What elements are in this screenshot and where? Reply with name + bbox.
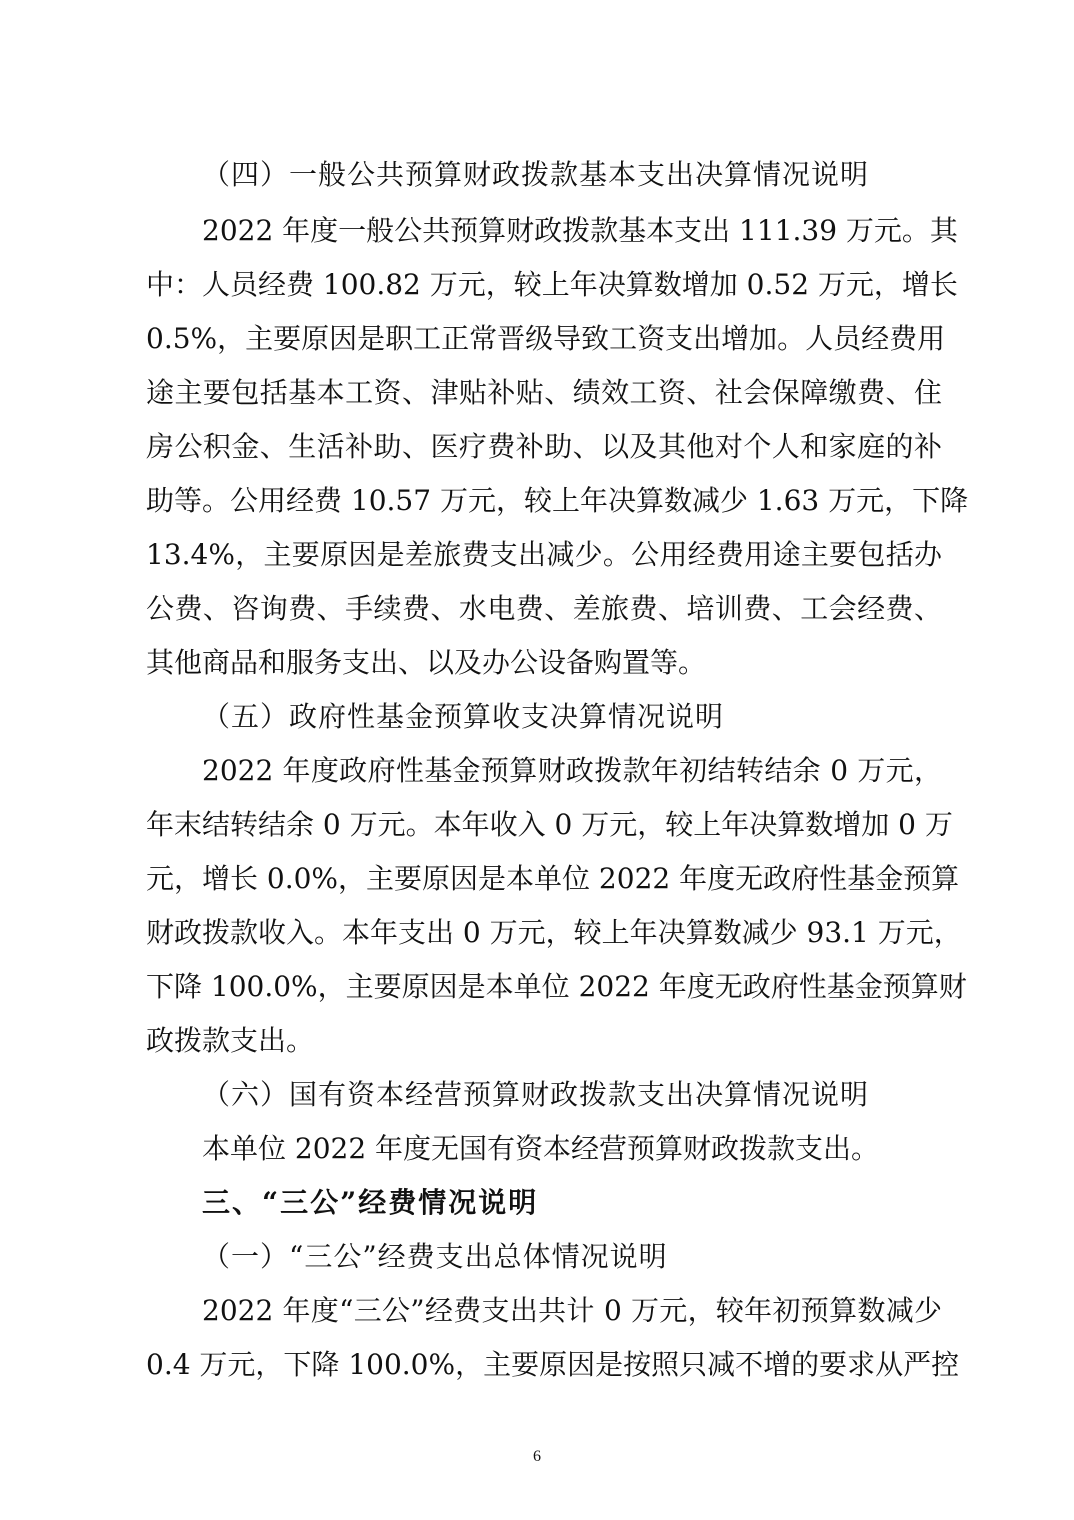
paragraph-line: 下降 100.0%，主要原因是本单位 2022 年度无政府性基金预算财: [146, 970, 967, 1003]
paragraph-line: 其他商品和服务支出、以及办公设备购置等。: [146, 646, 707, 679]
paragraph-line: 本单位 2022 年度无国有资本经营预算财政拨款支出。: [202, 1132, 880, 1165]
section-heading-4: （四）一般公共预算财政拨款基本支出决算情况说明: [202, 158, 870, 191]
paragraph-line: 房公积金、生活补助、医疗费补助、以及其他对个人和家庭的补: [146, 430, 942, 463]
paragraph-line: 政拨款支出。: [146, 1024, 315, 1057]
section-heading-5: （五）政府性基金预算收支决算情况说明: [202, 700, 725, 733]
paragraph-line: 助等。公用经费 10.57 万元，较上年决算数减少 1.63 万元，下降: [146, 484, 969, 517]
paragraph-line: 中：人员经费 100.82 万元，较上年决算数增加 0.52 万元，增长: [146, 268, 958, 301]
paragraph-line: 公费、咨询费、手续费、水电费、差旅费、培训费、工会经费、: [146, 592, 942, 625]
paragraph-line: 元，增长 0.0%，主要原因是本单位 2022 年度无政府性基金预算: [146, 862, 960, 895]
chapter-heading-3: 三、“三公”经费情况说明: [202, 1186, 539, 1219]
paragraph-line: 2022 年度“三公”经费支出共计 0 万元，较年初预算数减少: [202, 1294, 942, 1327]
paragraph-line: 2022 年度一般公共预算财政拨款基本支出 111.39 万元。其: [202, 214, 958, 247]
paragraph-line: 0.5%，主要原因是职工正常晋级导致工资支出增加。人员经费用: [146, 322, 946, 355]
paragraph-line: 财政拨款收入。本年支出 0 万元，较上年决算数减少 93.1 万元，: [146, 916, 962, 949]
page-number: 6: [533, 1448, 541, 1465]
paragraph-line: 途主要包括基本工资、津贴补贴、绩效工资、社会保障缴费、住: [146, 376, 942, 409]
paragraph-line: 2022 年度政府性基金预算财政拨款年初结转结余 0 万元，: [202, 754, 942, 787]
paragraph-line: 13.4%，主要原因是差旅费支出减少。公用经费用途主要包括办: [146, 538, 942, 571]
section-heading-6: （六）国有资本经营预算财政拨款支出决算情况说明: [202, 1078, 870, 1111]
paragraph-line: 0.4 万元，下降 100.0%，主要原因是按照只减不增的要求从严控: [146, 1348, 960, 1381]
paragraph-line: 年末结转结余 0 万元。本年收入 0 万元，较上年决算数增加 0 万: [146, 808, 953, 841]
section-heading-1: （一）“三公”经费支出总体情况说明: [202, 1240, 668, 1273]
